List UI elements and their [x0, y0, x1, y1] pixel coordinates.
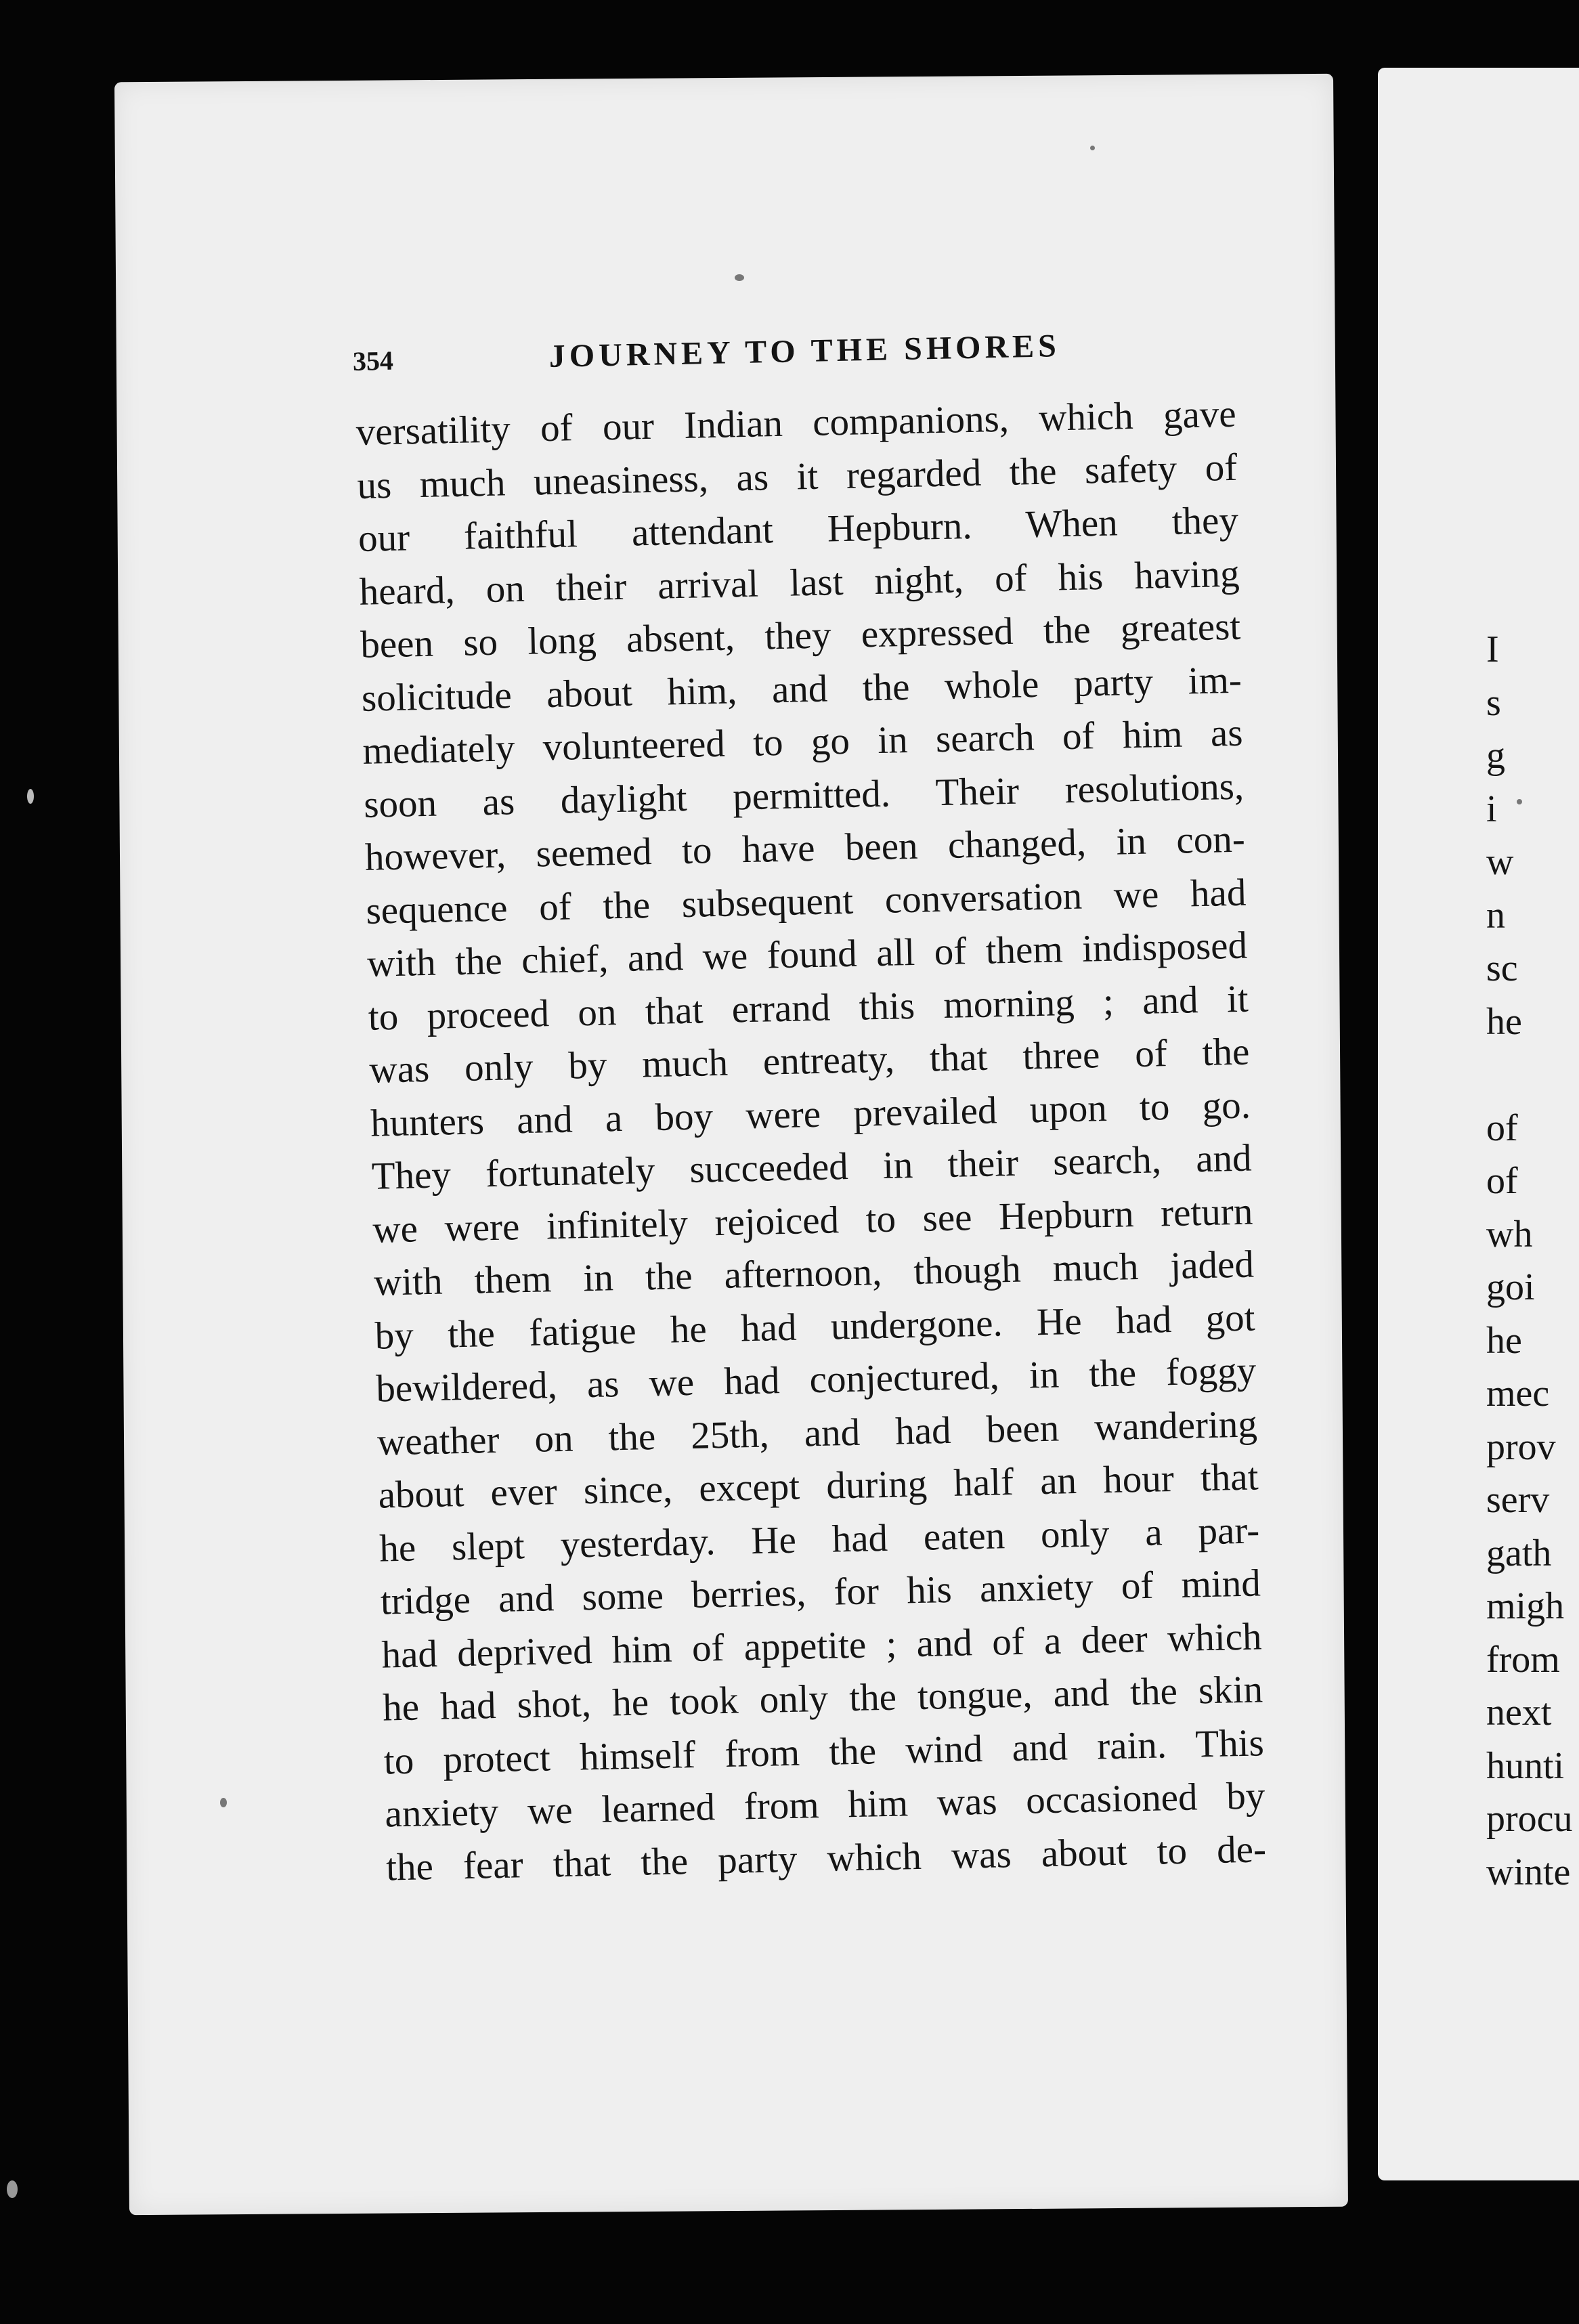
fragment-line: mec [1486, 1373, 1550, 1415]
fragment-line: i [1486, 788, 1497, 830]
text-line: They fortunately succeeded in their search, and [371, 1136, 1253, 1198]
fragment-line: gath [1486, 1532, 1552, 1574]
text-line: mediately volunteered to go in search of him as [362, 711, 1244, 773]
text-line: solicitude about him, and the whole party im- [361, 658, 1242, 720]
right-page-text-fragment [1486, 623, 1579, 1899]
fragment-line: winte [1486, 1851, 1571, 1893]
scan-speck [1090, 146, 1095, 150]
fragment-line: goi [1486, 1266, 1535, 1308]
fragment-line: g [1486, 735, 1505, 777]
page-number: 354 [352, 345, 394, 376]
scan-speck [220, 1798, 227, 1807]
text-line: tridge and some berries, for his anxiety of mind [380, 1562, 1261, 1623]
body-text [355, 388, 1267, 1895]
text-line: weather on the 25th, and had been wandering [376, 1402, 1258, 1464]
text-line: by the fatigue he had undergone. He had got [374, 1295, 1256, 1358]
fragment-line [1486, 1048, 1579, 1102]
fragment-line: wh [1486, 1213, 1533, 1255]
fragment-line: w [1486, 841, 1514, 883]
text-line: bewildered, as we had conjectured, in the foggy [375, 1349, 1257, 1411]
fragment-line: procu [1486, 1798, 1573, 1840]
scan-speck [27, 789, 34, 804]
fragment-line: prov [1486, 1425, 1556, 1468]
fragment-line: of [1486, 1106, 1518, 1149]
text-line: to protect himself from the wind and rain. This [383, 1721, 1265, 1783]
text-line: the fear that the party which was about to de- [385, 1827, 1267, 1889]
fragment-line: sc [1486, 947, 1518, 989]
text-line: anxiety we learned from him was occasioned by [384, 1774, 1266, 1836]
fragment-line: next [1486, 1692, 1552, 1734]
fragment-line: s [1486, 681, 1501, 724]
text-line: had deprived him of appetite ; and of a deer which [381, 1614, 1262, 1677]
scan-speck [735, 274, 744, 281]
scan-speck [7, 2180, 18, 2198]
fragment-line: n [1486, 894, 1505, 937]
fragment-line: he [1486, 1000, 1522, 1043]
text-line: our faithful attendant Hepburn. When they [358, 498, 1239, 560]
text-line: sequence of the subsequent conversation we had [365, 871, 1247, 932]
fragment-line: migh [1486, 1585, 1565, 1627]
text-line: hunters and a boy were prevailed upon to go. [370, 1083, 1251, 1145]
scan-speck [1517, 799, 1522, 804]
text-line: us much uneasiness, as it regarded the safety of [356, 446, 1238, 507]
running-head: JOURNEY TO THE SHORES [548, 328, 1061, 374]
text-line: with the chief, and we found all of them indisposed [366, 924, 1248, 985]
text-line: he slept yesterday. He had eaten only a par- [378, 1508, 1260, 1570]
text-line: soon as daylight permitted. Their resolutions, [363, 765, 1245, 826]
text-line: been so long absent, they expressed the greatest [360, 605, 1241, 666]
fragment-line: hunti [1486, 1744, 1565, 1787]
text-line: he had shot, he took only the tongue, and the skin [382, 1668, 1263, 1729]
text-line: we were infinitely rejoiced to see Hepburn return [372, 1190, 1253, 1251]
text-line: heard, on their arrival last night, of his having [359, 552, 1240, 614]
fragment-line: serv [1486, 1479, 1550, 1521]
text-line: about ever since, except during half an hour that [378, 1455, 1259, 1517]
text-line: versatility of our Indian companions, which gave [355, 392, 1237, 454]
text-line: to proceed on that errand this morning ; and it [368, 977, 1249, 1039]
fragment-line: he [1486, 1319, 1522, 1362]
fragment-line: I [1486, 628, 1499, 670]
text-line: however, seemed to have been changed, in con- [364, 817, 1246, 879]
text-line: was only by much entreaty, that three of the [368, 1030, 1250, 1092]
fragment-line: of [1486, 1160, 1518, 1202]
text-line: with them in the afternoon, though much jaded [373, 1243, 1255, 1304]
fragment-line: from [1486, 1638, 1560, 1681]
